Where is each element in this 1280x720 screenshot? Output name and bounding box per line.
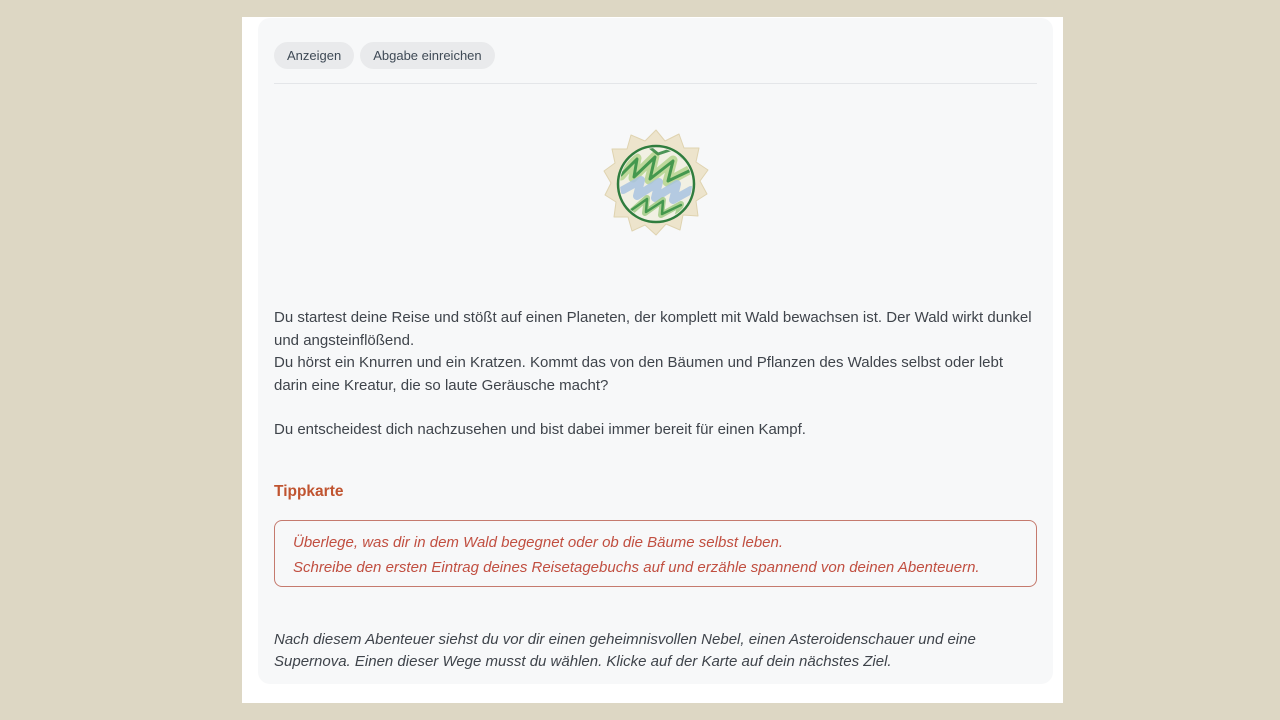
assignment-panel [258, 18, 1053, 684]
story-paragraph-3: Du entscheidest dich nachzusehen und bist dabei immer bereit für einen Kampf. [274, 421, 806, 438]
tippkarte-box [274, 520, 1037, 587]
tip-line-1: Überlege, was dir in dem Wald begegnet oder ob die Bäume selbst leben. [293, 533, 784, 551]
tab-abgabe-einreichen[interactable]: Abgabe einreichen [360, 42, 494, 69]
tab-divider [274, 83, 1037, 84]
story-paragraph-1: Du startest deine Reise und stößt auf einen Planeten, der komplett mit Wald bewachsen ist. Der Wald wirkt dunkel und angsteinflößend. [274, 309, 1032, 349]
content-card [242, 17, 1063, 703]
forest-planet-icon [603, 128, 709, 236]
tab-bar [258, 18, 1053, 69]
tip-line-2: Schreibe den ersten Eintrag deines Reisetagebuchs auf und erzähle spannend von deinen Abenteuern. [293, 558, 980, 576]
story-text [274, 307, 1037, 442]
next-step-note: Nach diesem Abenteuer siehst du vor dir einen geheimnisvollen Nebel, einen Asteroidenschauer und eine Supernova. Einen dieser Wege musst du wählen. Klicke auf der Karte auf dein nächstes Ziel. [274, 630, 976, 670]
story-paragraph-2: Du hörst ein Knurren und ein Kratzen. Kommt das von den Bäumen und Pflanzen des Waldes selbst oder lebt darin eine Kreatur, die so laute Geräusche macht? [274, 354, 1004, 394]
tab-anzeigen[interactable]: Anzeigen [274, 42, 354, 69]
planet-illustration [258, 128, 1053, 236]
tippkarte-heading: Tippkarte [274, 482, 344, 500]
